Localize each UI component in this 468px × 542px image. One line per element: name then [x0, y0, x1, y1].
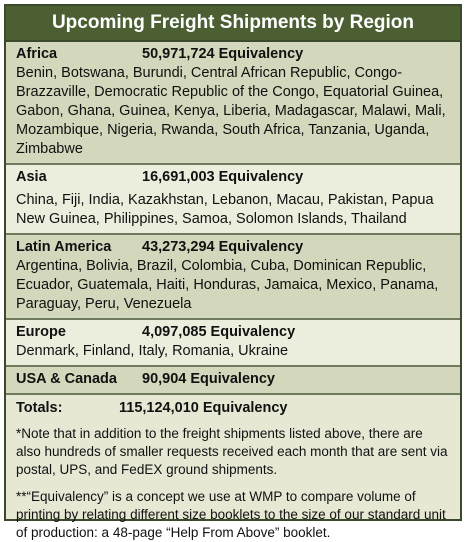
- region-countries: Argentina, Bolivia, Brazil, Colombia, Cuba, Dominican Republic, Ecuador, Guatemala, Haiti, Honduras, Jamaica, Mexico, Panama, Paraguay, Peru, Venezuela: [16, 258, 439, 312]
- region-amount: 16,691,003 Equivalency: [142, 169, 304, 185]
- region-header: [16, 323, 450, 342]
- region-countries: Benin, Botswana, Burundi, Central African Republic, Congo-Brazzaville, Democratic Republic of the Congo, Equatorial Guinea, Gabon, Ghana, Guinea, Kenya, Liberia, Madagascar, Malawi, Mali, Mozambique, Nigeria, Rwanda, South Africa, Tanzania, Uganda, Zimbabwe: [16, 65, 446, 157]
- region-amount: 90,904 Equivalency: [142, 371, 275, 387]
- region-name: Latin America: [16, 239, 112, 255]
- region-asia: [6, 165, 460, 235]
- table-title: Upcoming Freight Shipments by Region: [6, 6, 460, 42]
- region-name: USA & Canada: [16, 371, 117, 387]
- totals-label: Totals:: [16, 400, 63, 416]
- region-europe: [6, 320, 460, 367]
- region-amount: 4,097,085 Equivalency: [142, 324, 296, 340]
- totals-amount: 115,124,010 Equivalency: [119, 400, 288, 416]
- region-name: Asia: [16, 169, 47, 185]
- region-header: [16, 370, 450, 389]
- freight-shipments-table: [4, 4, 462, 540]
- region-africa: [6, 42, 460, 165]
- region-name: Europe: [16, 324, 66, 340]
- region-header: [16, 238, 450, 257]
- region-name: Africa: [16, 46, 58, 62]
- region-header: [16, 45, 450, 64]
- region-amount: 50,971,724 Equivalency: [142, 46, 304, 62]
- region-countries: Denmark, Finland, Italy, Romania, Ukraine: [16, 343, 289, 359]
- region-usa-canada: [6, 367, 460, 395]
- footnote-freight: *Note that in addition to the freight shipments listed above, there are also hundreds of smaller requests received each month that are sent via postal, UPS, and FedEX ground shipments.: [16, 426, 448, 477]
- totals-row: [6, 395, 460, 421]
- region-latin-america: [6, 235, 460, 320]
- footnote-equivalency: **“Equivalency” is a concept we use at WMP to compare volume of printing by relating different size booklets to the size of our standard unit of production: a 48-page “Help From Above” booklet.: [16, 489, 446, 540]
- region-header: [16, 168, 450, 187]
- region-countries: China, Fiji, India, Kazakhstan, Lebanon, Macau, Pakistan, Papua New Guinea, Philippines, Samoa, Solomon Islands, Thailand: [16, 192, 434, 227]
- region-amount: 43,273,294 Equivalency: [142, 239, 304, 255]
